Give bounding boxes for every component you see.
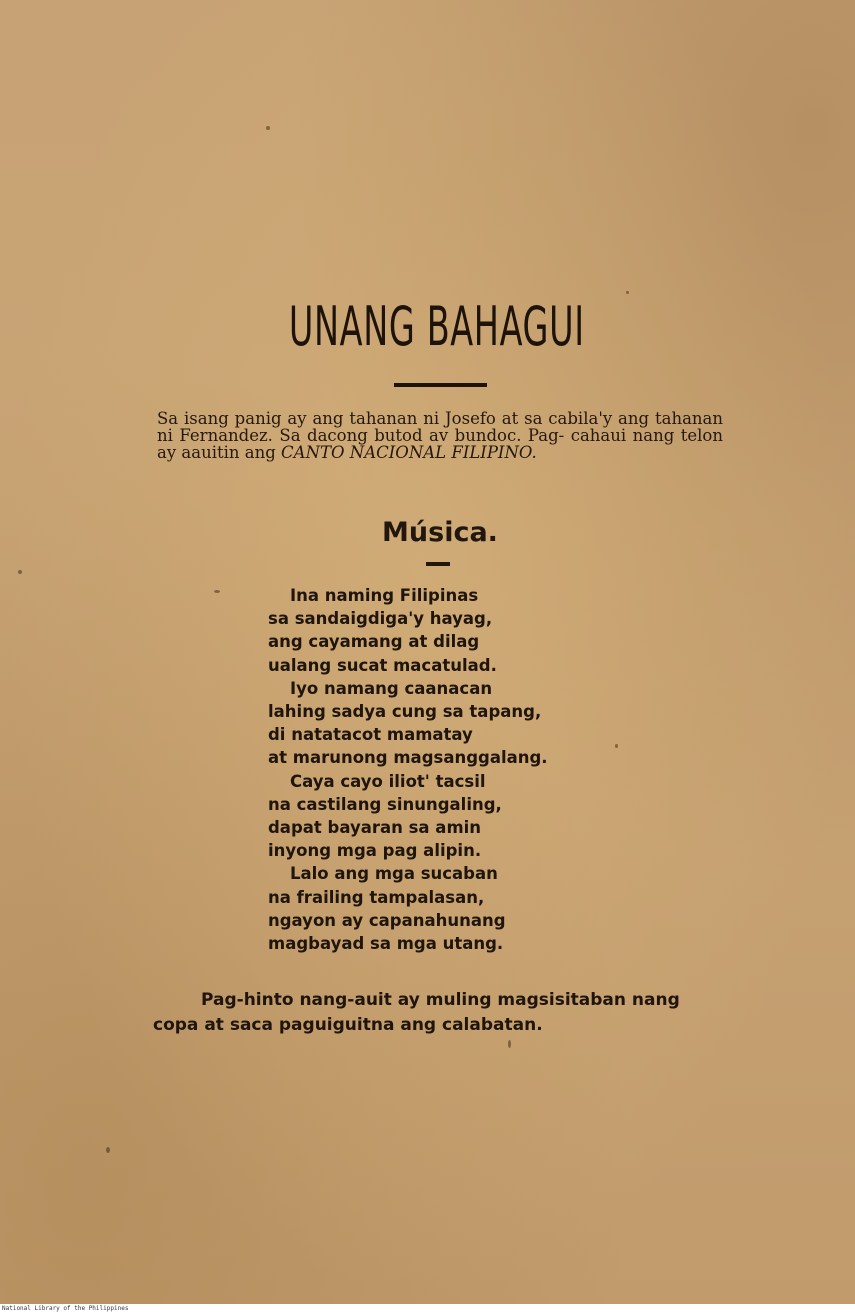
verse-line: ngayon ay capanahunang (268, 910, 506, 930)
verse-line: Ina naming Filipinas (290, 586, 479, 605)
paper-speck (266, 126, 270, 130)
paper-speck (626, 291, 629, 294)
title-divider (394, 383, 487, 387)
verse-line: dapat bayaran sa amin (268, 818, 482, 838)
verse-line: Iyo namang caanacan (290, 678, 493, 698)
closing-paragraph: Pag-hinto nang-auit ay muling magsisitaban nang copa at saca paguiguitna ang calabatan. (153, 990, 680, 1035)
verse-line: lahing sadya cung sa tapang, (268, 702, 542, 722)
song-verses (268, 584, 628, 955)
paper-speck (214, 590, 220, 593)
verse-line: Lalo ang mga sucaban (290, 864, 498, 884)
verse-line: at marunong magsanggalang. (268, 748, 548, 768)
paper-speck (508, 1040, 511, 1048)
verse-line: magbayad sa mga utang. (268, 934, 504, 954)
verse-line: na frailing tampalasan, (268, 887, 485, 907)
intro-line: Sa isang panig ay ang tahanan ni Josefo at sa cabila'y ang (157, 409, 650, 428)
intro-paragraph (157, 410, 723, 461)
verse-line: na castilang sinungaling, (268, 794, 502, 814)
intro-italic-text: CANTO NACIONAL FILIPINO. (281, 443, 537, 462)
verse-line: ualang sucat macatulad. (268, 655, 497, 675)
verse-line: Caya cayo iliot' tacsil (290, 771, 486, 791)
verse-line: ang cayamang at dilag (268, 632, 480, 652)
verse-line: inyong mga pag alipin. (268, 841, 482, 861)
verse-line: sa sandaigdiga'y hayag, (268, 609, 493, 629)
musica-divider (426, 562, 450, 566)
library-footer: National Library of the Philippines (2, 1305, 129, 1312)
paper-speck (18, 570, 22, 574)
musica-heading: Música. (382, 517, 498, 548)
verse-line: di natatacot mamatay (268, 725, 473, 745)
intro-line: cahaui nang telon ay aauitin ang (157, 426, 723, 462)
page-title: UNANG BAHAGUI (288, 295, 585, 358)
paper-speck (106, 1147, 110, 1153)
intro-line: tahanan ni Fernandez. Sa dacong butod av bundoc. Pag- (157, 409, 724, 445)
